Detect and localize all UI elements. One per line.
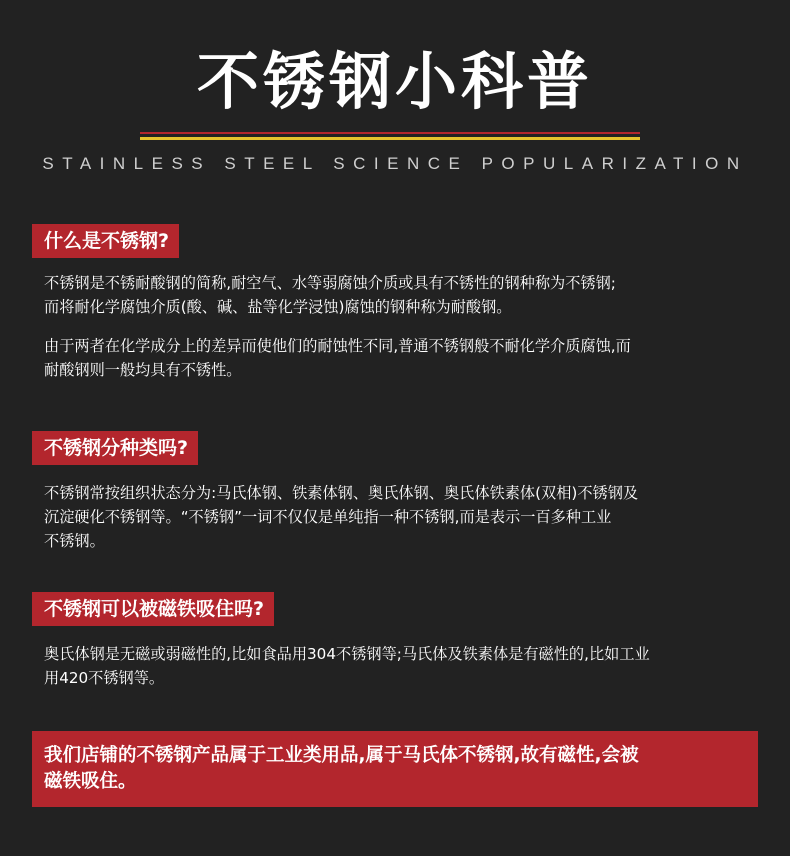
paragraph-line: 沉淀硬化不锈钢等。“不锈钢”一词不仅仅是单纯指一种不锈钢,而是表示一百多种工业: [44, 508, 612, 526]
paragraph-line: 不锈钢是不锈耐酸钢的简称,耐空气、水等弱腐蚀介质或具有不锈性的钢种称为不锈钢;: [44, 274, 616, 292]
page-subtitle: STAINLESS STEEL SCIENCE POPULARIZATION: [42, 154, 748, 173]
section-paragraph: [44, 271, 764, 319]
page-title: 不锈钢小科普: [196, 45, 593, 118]
section-paragraph: [44, 481, 764, 553]
paragraph-line: 不锈钢。: [44, 532, 105, 550]
paragraph-line: 由于两者在化学成分上的差异而使他们的耐蚀性不同,普通不锈钢般不耐化学介质腐蚀,而: [44, 337, 631, 355]
paragraph-line: 用420不锈钢等。: [44, 669, 165, 687]
paragraph-line: 而将耐化学腐蚀介质(酸、碱、盐等化学浸蚀)腐蚀的钢种称为耐酸钢。: [44, 298, 512, 316]
section-paragraph: [44, 334, 764, 382]
paragraph-line: 不锈钢常按组织状态分为:马氏体钢、铁素体钢、奥氏体钢、奥氏体铁素体(双相)不锈钢及: [44, 484, 639, 502]
section-paragraph: [44, 642, 764, 690]
title-divider-red: [140, 132, 640, 134]
banner-line: 磁铁吸住。: [44, 771, 137, 792]
store-notice-banner: [32, 731, 758, 807]
section-heading-what-is: 什么是不锈钢?: [32, 224, 179, 258]
banner-line: 我们店铺的不锈钢产品属于工业类用品,属于马氏体不锈钢,故有磁性,会被: [44, 745, 639, 766]
paragraph-line: 耐酸钢则一般均具有不锈性。: [44, 361, 242, 379]
paragraph-line: 奥氏体钢是无磁或弱磁性的,比如食品用304不锈钢等;马氏体及铁素体是有磁性的,比如工业: [44, 645, 650, 663]
section-heading-magnetic: 不锈钢可以被磁铁吸住吗?: [32, 592, 274, 626]
title-divider-yellow: [140, 137, 640, 140]
section-heading-types: 不锈钢分种类吗?: [32, 431, 198, 465]
